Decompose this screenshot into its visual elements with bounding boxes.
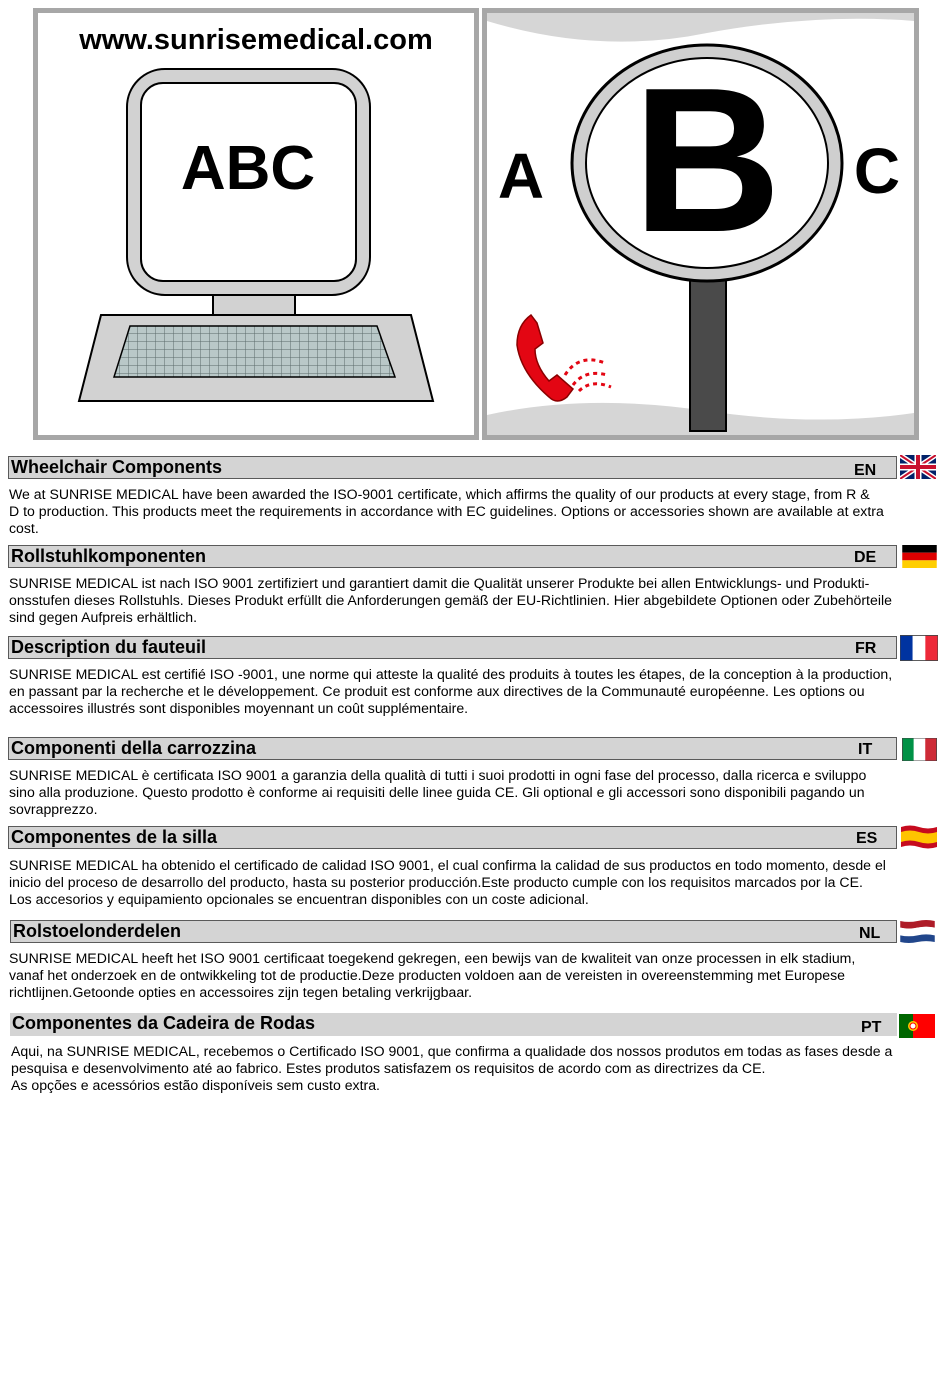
language-code: NL xyxy=(859,925,881,942)
section-title: Componentes da Cadeira de Rodas xyxy=(12,1013,316,1033)
section-text: SUNRISE MEDICAL è certificata ISO 9001 a garanzia della qualità di tutti i suoi prodotti in ogni fase del processo, dalla ricerca e sviluppo sino alla produzione. Questo prodotto è conforme ai requisiti delle linee guida CE. Gli optional e gli accessori sono disponibili pagando un sovrapprezzo. xyxy=(9,767,867,817)
computer-monitor-icon xyxy=(127,69,370,315)
left-letter: A xyxy=(497,140,545,212)
section-title: Wheelchair Components xyxy=(11,457,223,477)
section-header-bar xyxy=(8,545,897,568)
language-code: EN xyxy=(854,462,877,479)
telephone-icon xyxy=(517,315,611,401)
section-text: SUNRISE MEDICAL heeft het ISO 9001 certificaat toegekend gekregen, een bewijs van de kwaliteit van onze processen in elk stadium, vanaf het onderzoek en de ontwikkeling tot de productie.Deze producten voldoen aan de vereisten in overeenstemming met Europese richtlijnen.Getoonde opties en accessoires zijn tegen betaling verkrijgbaar. xyxy=(9,950,856,1000)
section-text: SUNRISE MEDICAL ha obtenido el certificado de calidad ISO 9001, el cual confirma la calidad de sus productos en todo momento, desde el inicio del proceso de desarrollo del producto, hasta su posterior producción.Este producto cumple con los requisitos marcados por la CE. Los accesorios y equipamiento opcionales se encuentran disponibles con un coste adicional. xyxy=(9,857,886,907)
portuguese-flag-icon xyxy=(898,1014,936,1038)
computer-illustration-panel xyxy=(33,8,479,440)
website-url: www.sunrisemedical.com xyxy=(79,24,433,56)
keyboard-icon xyxy=(79,315,433,401)
section-header-bar xyxy=(10,1013,897,1036)
italian-flag-icon xyxy=(902,738,937,761)
section-text: SUNRISE MEDICAL ist nach ISO 9001 zertifiziert und garantiert damit die Qualität unserer Produkte bei allen Entwicklungs- und Produkti- onsstufen dieses Rollstuhls. Dieses Produkt erfüllt die Anforderungen gemäß der EU-Richtlinien. Hier abgebildete Optionen oder Zubehörteile sind gegen Aufpreis erhältlich. xyxy=(9,575,892,625)
language-code: IT xyxy=(858,741,873,758)
spanish-flag-icon xyxy=(901,825,937,849)
german-flag-icon xyxy=(902,545,937,568)
section-title: Componenti della carrozzina xyxy=(11,738,257,758)
section-header-bar xyxy=(8,456,897,479)
language-code: PT xyxy=(861,1019,882,1036)
section-header-bar xyxy=(8,826,897,849)
section-header-bar xyxy=(10,920,897,943)
language-code: ES xyxy=(856,830,878,847)
lens-letter: B xyxy=(632,45,782,275)
dutch-flag-icon xyxy=(900,920,935,943)
section-title: Description du fauteuil xyxy=(11,637,207,657)
section-title: Componentes de la silla xyxy=(11,827,218,847)
language-code: DE xyxy=(854,549,877,566)
section-text: We at SUNRISE MEDICAL have been awarded the ISO-9001 certificate, which affirms the quality of our products at every stage, from R & D to production. This products meet the requirements in accordance with EC guidelines. Options or accessories shown are available at extra cost. xyxy=(9,486,884,536)
right-letter: C xyxy=(853,135,901,207)
monitor-text: ABC xyxy=(180,134,316,203)
magnifying-glass-icon xyxy=(572,45,842,431)
french-flag-icon xyxy=(900,635,938,661)
section-text: SUNRISE MEDICAL est certifié ISO -9001, une norme qui atteste la qualité des produits à toutes les étapes, de la conception à la production, en passant par la recherche et le développement. Ce produit est conforme aux directives de la Communauté européenne. Les options ou accessoires illustrés sont disponibles moyennant un coût supplémentaire. xyxy=(9,666,893,716)
section-header-bar xyxy=(8,737,897,760)
section-title: Rolstoelonderdelen xyxy=(13,921,182,941)
section-header-bar xyxy=(8,636,897,659)
section-text: Aqui, na SUNRISE MEDICAL, recebemos o Certificado ISO 9001, que confirma a qualidade dos nossos produtos em todas as fases desde a pesquisa e desenvolvimento até ao fabrico. Estes produtos satisfazem os requisitos de acordo com as directrizes da CE. As opções e acessórios estão disponíveis sem custo extra. xyxy=(11,1043,893,1093)
language-code: FR xyxy=(855,640,877,657)
section-title: Rollstuhlkomponenten xyxy=(11,546,206,566)
uk-flag-icon xyxy=(900,455,936,479)
magnifier-illustration-panel xyxy=(482,8,919,440)
